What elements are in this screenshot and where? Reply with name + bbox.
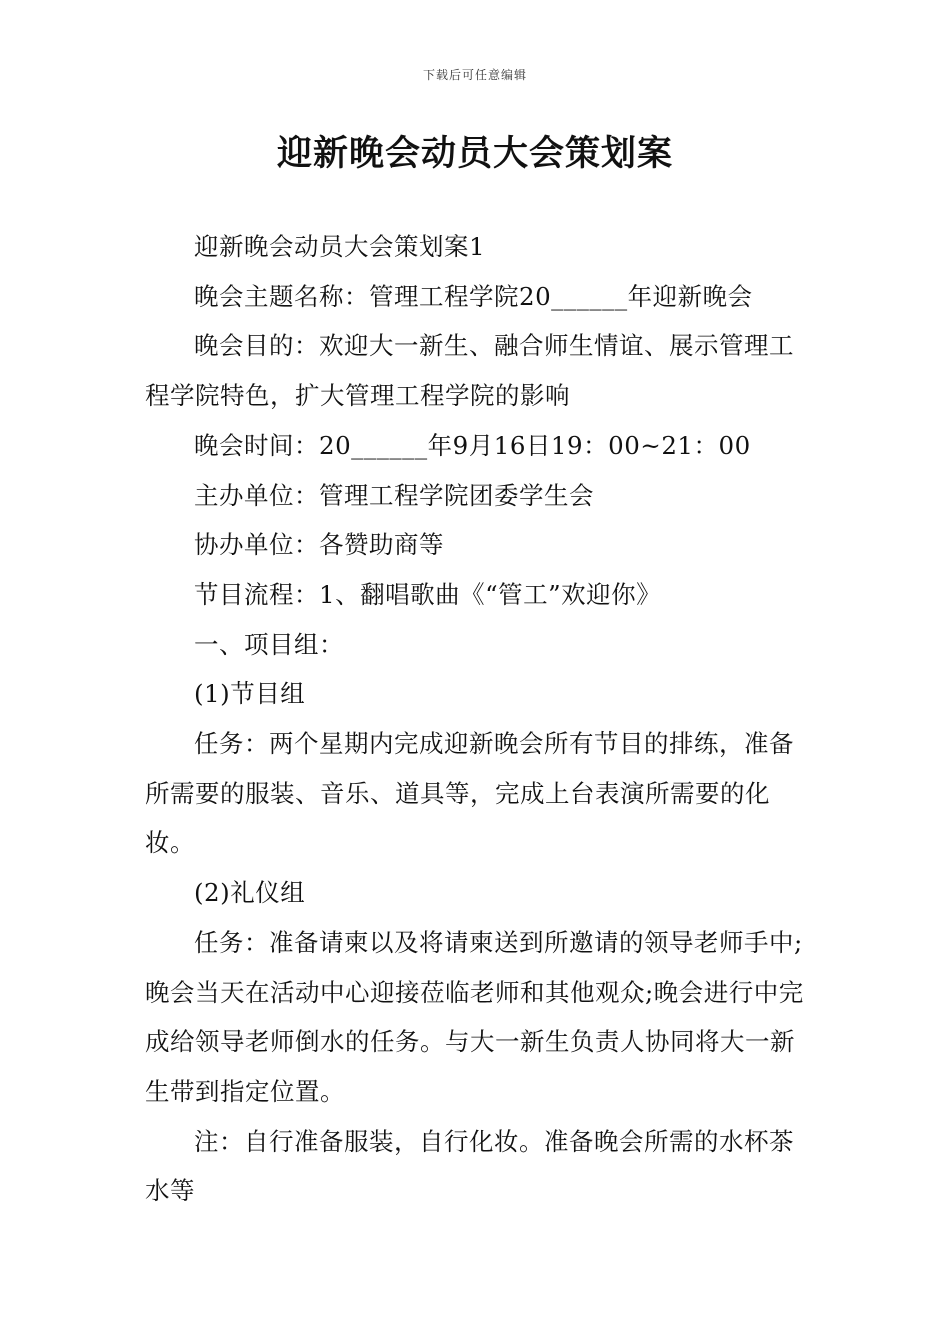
paragraph-program-group: (1)节目组	[194, 679, 306, 709]
paragraph-section-heading: 一、项目组：	[194, 629, 344, 659]
paragraph-etiquette-task: 任务：准备请柬以及将请柬送到所邀请的领导老师手中;晚会当天在活动中心迎接莅临老师和其他观众;晚会进行中完成给领导老师倒水的任务。与大一新生负责人协同将大一新生带到指定位置。	[145, 927, 804, 1106]
document-body	[145, 222, 810, 1216]
paragraph-co-host: 协办单位：各赞助商等	[194, 530, 444, 560]
paragraph-program-flow: 节目流程：1、翻唱歌曲《“管工”欢迎你》	[194, 579, 662, 609]
paragraph-etiquette-group: (2)礼仪组	[194, 878, 306, 908]
paragraph-note: 注：自行准备服装，自行化妆。准备晚会所需的水杯茶水等	[145, 1126, 794, 1206]
paragraph-purpose: 晚会目的：欢迎大一新生、融合师生情谊、展示管理工程学院特色，扩大管理工程学院的影响	[145, 331, 794, 411]
document-title: 迎新晚会动员大会策划案	[276, 134, 673, 174]
paragraph-program-task: 任务：两个星期内完成迎新晚会所有节目的排练，准备所需要的服装、音乐、道具等，完成上台表演所需要的化妆。	[145, 729, 794, 858]
paragraph-time: 晚会时间：20______年9月16日19：00~21：00	[194, 430, 751, 460]
paragraph-host: 主办单位：管理工程学院团委学生会	[194, 480, 594, 510]
paragraph-theme: 晚会主题名称：管理工程学院20______年迎新晚会	[194, 281, 753, 311]
header-note: 下载后可任意编辑	[422, 68, 527, 82]
paragraph-subtitle: 迎新晚会动员大会策划案1	[194, 232, 486, 261]
